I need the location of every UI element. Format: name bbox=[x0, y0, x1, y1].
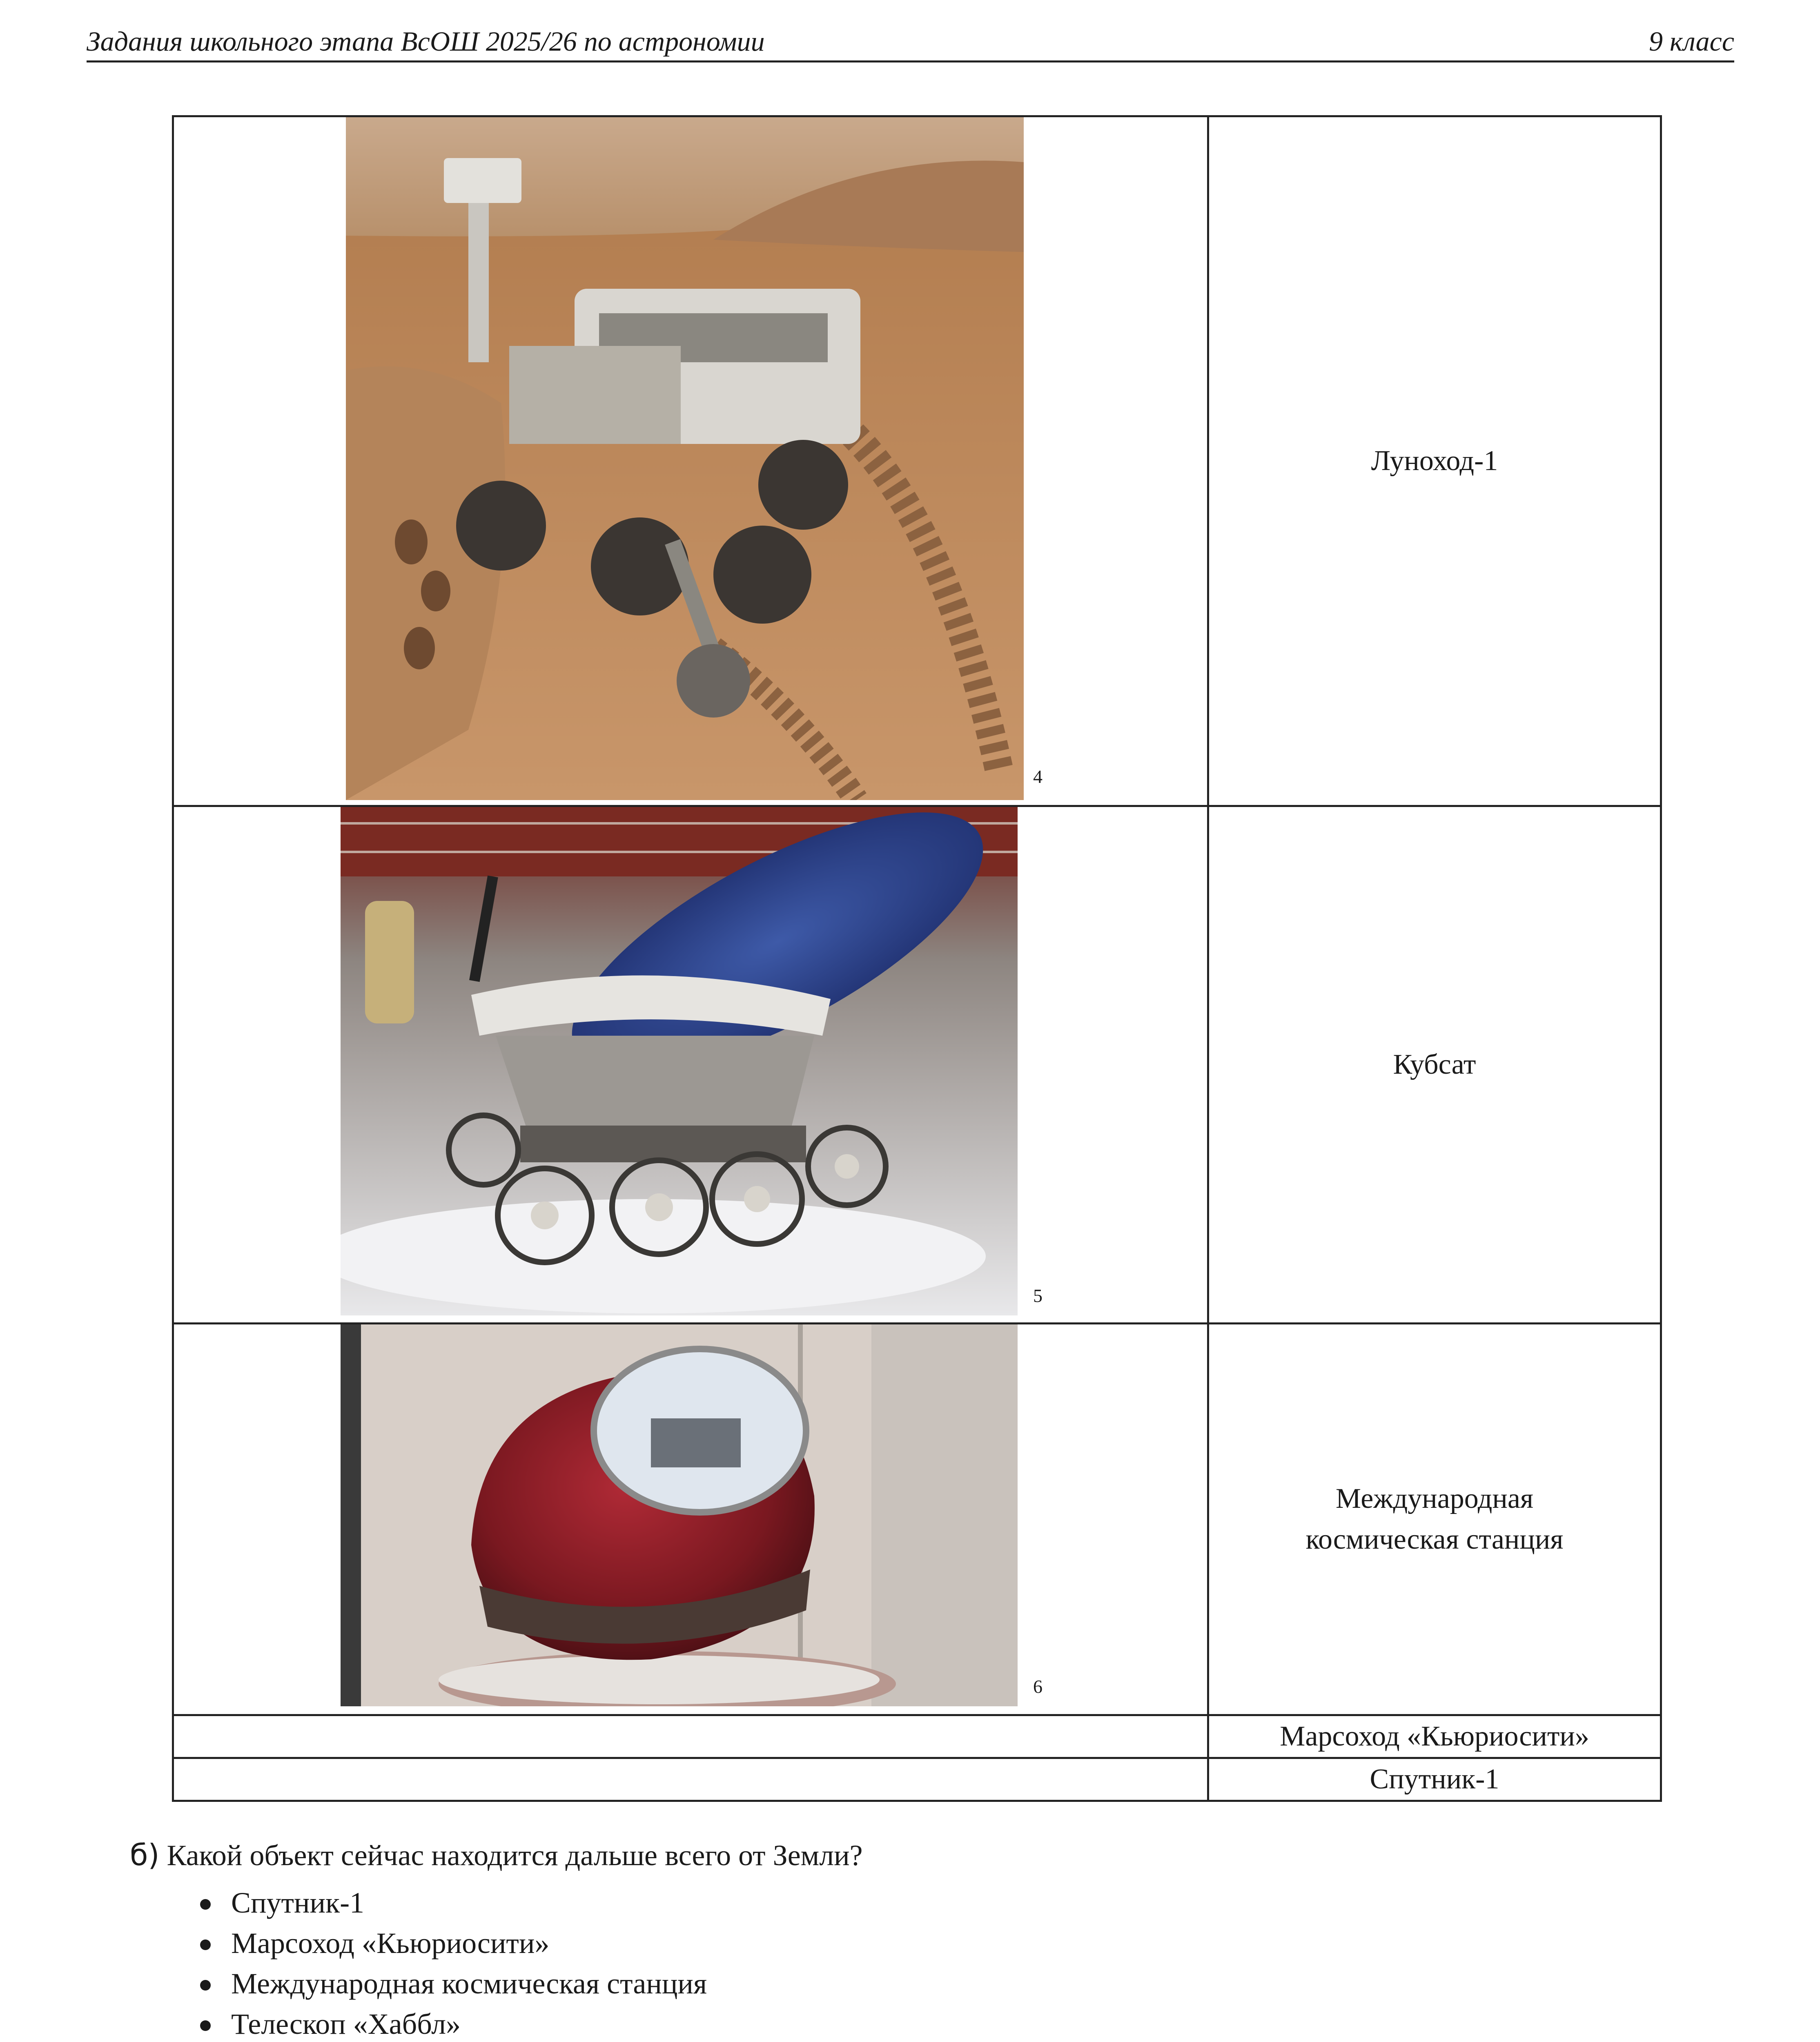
page-header bbox=[87, 25, 1734, 62]
image-cell bbox=[173, 116, 1208, 806]
image-cell bbox=[173, 1324, 1208, 1715]
matching-table bbox=[172, 115, 1662, 1802]
label-cell: Спутник-1 bbox=[1208, 1758, 1661, 1801]
list-item: Международная космическая станция bbox=[196, 1964, 707, 2004]
voskhod-capsule-image bbox=[341, 1324, 1018, 1706]
header-title: Задания школьного этапа ВсОШ 2025/26 по астрономии bbox=[87, 26, 765, 57]
table-row bbox=[173, 1715, 1661, 1758]
label-cell: Луноход-1 bbox=[1208, 116, 1661, 806]
footnote-mark: 4 bbox=[1033, 766, 1043, 787]
question bbox=[130, 1838, 863, 1873]
image-cell bbox=[173, 1715, 1208, 1758]
list-item: Марсоход «Кьюриосити» bbox=[196, 1923, 707, 1964]
question-label: б) bbox=[130, 1838, 160, 1872]
list-item: Спутник-1 bbox=[196, 1883, 707, 1923]
question-text: Какой объект сейчас находится дальше всего от Земли? bbox=[167, 1839, 863, 1872]
list-item: Телескоп «Хаббл» bbox=[196, 2004, 707, 2042]
lunokhod-image bbox=[341, 807, 1018, 1315]
table-row bbox=[173, 806, 1661, 1324]
label-cell bbox=[1208, 1324, 1661, 1715]
label-text: Международная космическая станция bbox=[1305, 1483, 1564, 1555]
options-list bbox=[196, 1883, 707, 2042]
image-cell bbox=[173, 1758, 1208, 1801]
footnote-mark: 6 bbox=[1033, 1676, 1043, 1697]
footnote-mark: 5 bbox=[1033, 1285, 1043, 1306]
curiosity-rover-image bbox=[346, 117, 1024, 800]
table-row bbox=[173, 1758, 1661, 1801]
label-cell: Кубсат bbox=[1208, 806, 1661, 1324]
header-grade: 9 класс bbox=[1648, 26, 1734, 57]
table-row bbox=[173, 116, 1661, 806]
label-cell: Марсоход «Кьюриосити» bbox=[1208, 1715, 1661, 1758]
table-row bbox=[173, 1324, 1661, 1715]
image-cell bbox=[173, 806, 1208, 1324]
